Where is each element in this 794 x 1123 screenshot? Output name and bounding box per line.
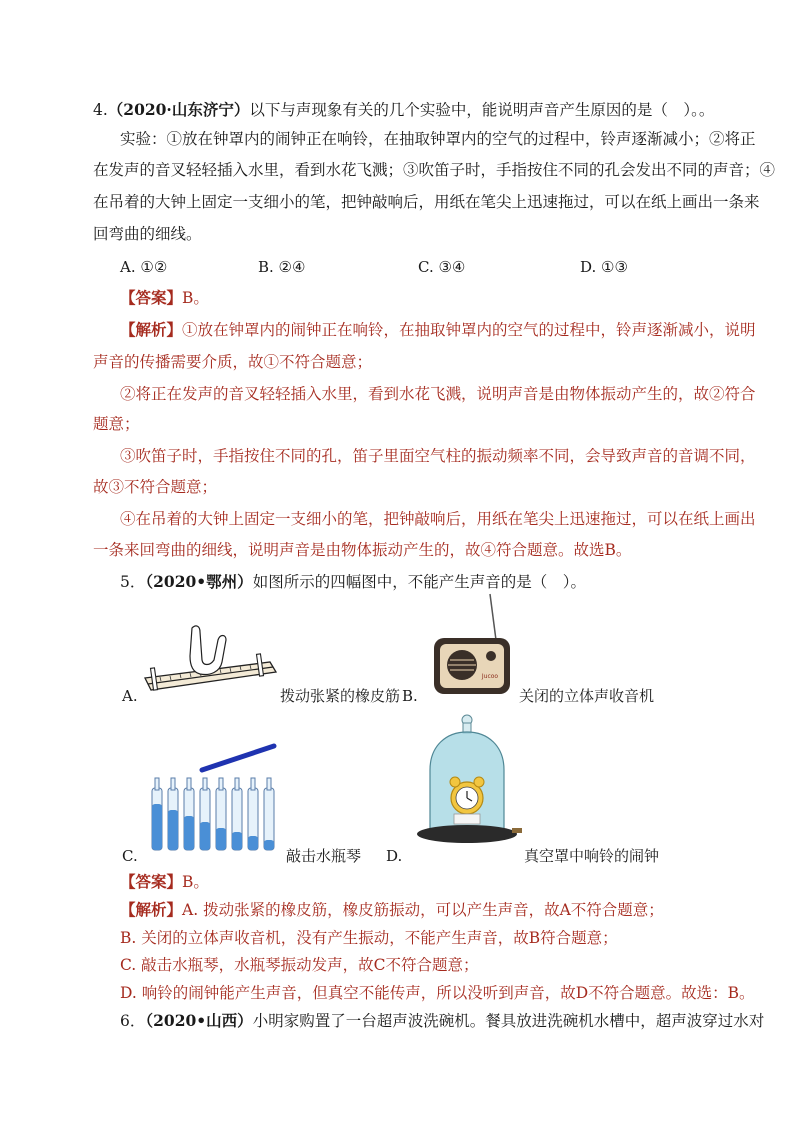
q4-analysis-line: ④在吊着的大钟上固定一支细小的笔，把钟敲响后，用纸在笔尖上迅速拖过，可以在纸上画出: [120, 510, 756, 528]
q4-source: （2020·山东济宁）: [107, 100, 250, 119]
q5-stem: 如图所示的四幅图中，不能产生声音的是（ ）。: [252, 573, 586, 591]
bottle: [152, 778, 162, 850]
q4-number: 4.: [93, 101, 108, 119]
q4-experiment-line: 在吊着的大钟上固定一支细小的笔，把钟敲响后，用纸在笔尖上迅速拖过，可以在纸上画出一条来: [93, 193, 760, 211]
figure-b-radio: [428, 592, 516, 702]
q4-experiment-line: 回弯曲的细线。: [93, 225, 202, 243]
q4-option-a: A. ①②: [120, 258, 168, 276]
q4-analysis-line: 题意；: [93, 415, 140, 433]
q4-analysis-line: ③吹笛子时，手指按住不同的孔，笛子里面空气柱的振动频率不同，会导致声音的音调不同，: [120, 447, 756, 465]
jar-base-plate: [417, 825, 517, 843]
q5-source: （2020•鄂州）: [145, 572, 253, 591]
q4-option-d: D. ①③: [580, 258, 628, 276]
figure-c-letter: C.: [122, 847, 138, 865]
q4-analysis-line: ②将正在发声的音叉轻轻插入水里，看到水花飞溅，说明声音是由物体振动产生的，故②符合: [120, 385, 756, 403]
figure-a-letter: A.: [122, 687, 138, 705]
q6-stem: 小明家购置了一台超声波洗碗机。餐具放进洗碗机水槽中，超声波穿过水对: [252, 1012, 765, 1030]
figure-a-rubber-band: [140, 620, 280, 700]
q4-experiment-line: 在发声的音叉轻轻插入水里，看到水花飞溅；③吹笛子时，手指按住不同的孔会发出不同的声音；④: [93, 161, 776, 179]
figure-d-caption: 真空罩中响铃的闹钟: [524, 847, 660, 865]
q4-experiment-line: 实验：①放在钟罩内的闹钟正在响铃，在抽取钟罩内的空气的过程中，铃声逐渐减小；②将正: [120, 130, 756, 148]
radio-antenna: [490, 594, 496, 640]
air-valve: [512, 828, 522, 833]
answer-label: 【答案】: [120, 872, 183, 891]
q4-option-b: B. ②④: [258, 258, 306, 276]
radio-knob-icon: [486, 651, 496, 661]
q4-analysis-line: 【解析】①放在钟罩内的闹钟正在响铃，在抽取钟罩内的空气的过程中，铃声逐渐减小，说明: [120, 320, 756, 339]
radio-brand: Jucoo: [481, 673, 499, 680]
figure-a-caption: 拨动张紧的橡皮筋: [280, 687, 401, 705]
figure-d-bell-jar: [412, 712, 522, 852]
q4-stem: 以下与声现象有关的几个实验中，能说明声音产生原因的是（ ）。。: [249, 101, 715, 119]
clock-bell-left: [450, 777, 460, 787]
analysis-label: 【解析】: [120, 320, 183, 339]
answer-value: B。: [182, 873, 209, 891]
hand-icon: [190, 626, 226, 675]
clock-stand: [454, 814, 480, 824]
q4-analysis-line: 声音的传播需要介质，故①不符合题意；: [93, 353, 373, 371]
q5-number: 5．: [120, 573, 146, 591]
bottle-row: [152, 778, 274, 850]
q6-stem-line: [120, 1011, 765, 1031]
mallet-stick: [202, 746, 274, 770]
q4-analysis-line: 故③不符合题意；: [93, 478, 218, 496]
bottle: [168, 778, 178, 850]
answer-value: B。: [182, 289, 209, 307]
q5-analysis-line: C. 敲击水瓶琴，水瓶琴振动发声，故C不符合题意；: [120, 956, 479, 974]
q6-source: （2020•山西）: [145, 1011, 253, 1030]
bottle: [184, 778, 194, 850]
bottle: [200, 778, 210, 850]
answer-label: 【答案】: [120, 288, 183, 307]
q4-analysis-line: 一条来回弯曲的细线，说明声音是由物体振动产生的，故④符合题意。故选B。: [93, 541, 632, 559]
figure-b-caption: 关闭的立体声收音机: [519, 687, 655, 705]
q4-stem-line: [93, 100, 713, 120]
bottle: [232, 778, 242, 850]
q5-analysis-line: D. 响铃的闹钟能产生声音，但真空不能传声，所以没听到声音，故D不符合题意。故选：B。: [120, 984, 755, 1002]
analysis-label: 【解析】: [120, 900, 183, 919]
q6-number: 6．: [120, 1012, 146, 1030]
figure-d-letter: D.: [386, 847, 403, 865]
q5-stem-line: [120, 572, 740, 592]
bottle: [216, 778, 226, 850]
clock-bell-right: [474, 777, 484, 787]
q5-analysis-line: 【解析】A. 拨动张紧的橡皮筋，橡皮筋振动，可以产生声音，故A不符合题意；: [120, 900, 664, 919]
figure-c-caption: 敲击水瓶琴: [286, 847, 362, 865]
q5-analysis-line: B. 关闭的立体声收音机，没有产生振动，不能产生声音，故B符合题意；: [120, 929, 618, 947]
q4-answer: [120, 288, 740, 308]
q5-answer: [120, 872, 740, 892]
figure-c-bottles: [146, 740, 286, 852]
q4-option-c: C. ③④: [418, 258, 466, 276]
figure-b-letter: B.: [402, 687, 418, 705]
bottle: [264, 778, 274, 850]
bottle: [248, 778, 258, 850]
